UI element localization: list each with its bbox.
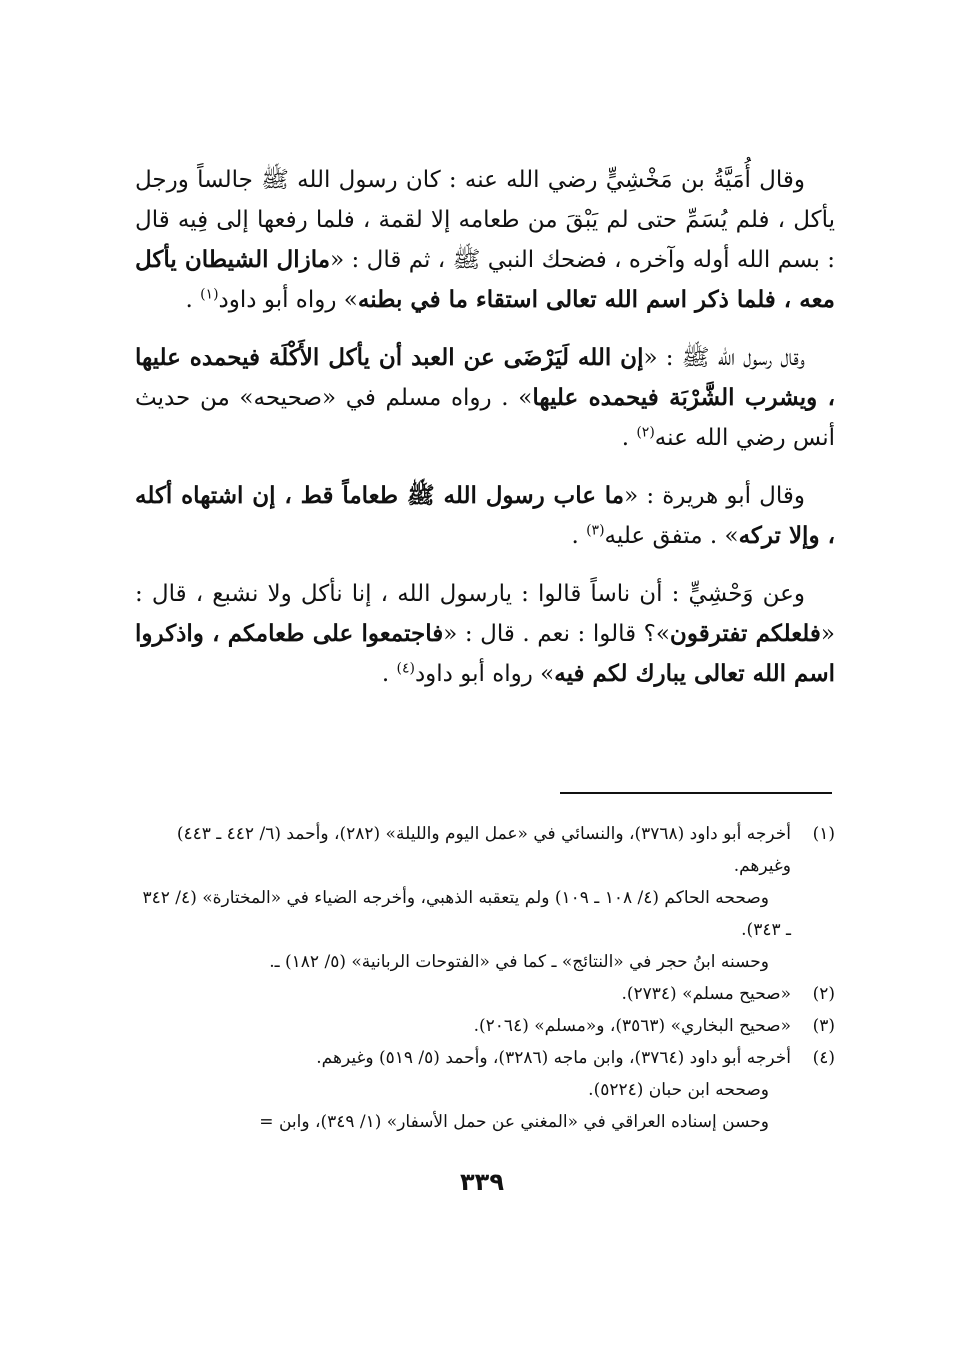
- footnote-ref: (١): [200, 286, 219, 303]
- punctuation: .: [185, 287, 201, 313]
- paragraph-4: [135, 574, 835, 694]
- footnote-text: وحسن إسناده العراقي في «المغني عن حمل الأسفار» (١/ ٣٤٩)، وابن =: [259, 1112, 769, 1132]
- plain-text: وقال رسول الله ﷺ : «: [643, 345, 805, 371]
- plain-text: وقال أبو هريرة : «: [624, 483, 805, 509]
- footnote-text: «صحيح البخاري» (٣٥٦٣)، و«مسلم» (٢٠٦٤).: [473, 1016, 791, 1036]
- footnote-text: وصححه ابن حبان (٥٢٢٤).: [588, 1080, 769, 1100]
- footnote-ref: (٣): [586, 522, 605, 539]
- footnote-1: [135, 818, 835, 882]
- footnote-number: (٤): [812, 1048, 835, 1068]
- plain-text: » . رواه مسلم في «صحيحه» من حديث أنس رضي الله عنه: [135, 385, 835, 451]
- footnote-1-line-3: [135, 946, 835, 978]
- hadith-text: فلعلكم تفترقون: [669, 620, 821, 647]
- plain-text: » . متفق عليه: [604, 523, 739, 549]
- footnote-text: وحسنه ابنُ حجر في «النتائج» ـ كما في «الفتوحات الربانية» (٥/ ١٨٢) ـ.: [269, 952, 769, 972]
- footnote-3: [135, 1010, 835, 1042]
- plain-text: وقال أُمَيَّةُ بن مَخْشِيٍّ رضي الله عنه : كان رسول الله ﷺ جالساً ورجل يأكل ، فلم يُسَمِّ حتى لم يَبْقَ من طعامه إلا لقمة ، فلما رفعها إلى فِيه قال : بسم الله أوله وآخره ، فضحك النبي ﷺ ، ثم قال : «: [135, 167, 835, 273]
- hadith-text: مازال الشيطان يأكل معه ، فلما ذكر اسم الله تعالى استقاء ما في بطنه: [135, 246, 835, 313]
- hadith-text: إن الله لَيَرْضَى عن العبد أن يأكل الأَكْلَة فيحمده عليها ، ويشرب الشَّرْبَة فيحمده عليها: [135, 344, 835, 411]
- plain-text: » رواه أبو داود: [218, 287, 358, 313]
- footnote-4-line-3: [135, 1106, 835, 1138]
- footnote-ref: (٤): [396, 660, 415, 677]
- paragraph-1: [135, 160, 835, 320]
- footnote-number: (٢): [812, 984, 835, 1004]
- paragraph-3: [135, 476, 835, 556]
- footnote-2: [135, 978, 835, 1010]
- footnote-text: أخرجه أبو داود (٣٧٦٨)، والنسائي في «عمل اليوم والليلة» (٢٨٢)، وأحمد (٦/ ٤٤٢ ـ ٤٤٣) وغيرهم.: [176, 824, 791, 876]
- page-number: ٣٣٩: [460, 1168, 504, 1196]
- plain-text: » رواه أبو داود: [414, 661, 555, 687]
- footnote-number: (١): [812, 824, 835, 844]
- plain-text: »؟ قالوا : نعم . قال : «: [443, 621, 670, 647]
- footnote-1-line-2: [135, 882, 835, 946]
- footnote-text: أخرجه أبو داود (٣٧٦٤)، وابن ماجه (٣٢٨٦)، وأحمد (٥/ ٥١٩) وغيرهم.: [316, 1048, 791, 1068]
- footnote-4: [135, 1042, 835, 1074]
- hadith-text: فاجتمعوا على طعامكم ، واذكروا اسم الله تعالى يبارك لكم فيه: [135, 620, 835, 687]
- punctuation: .: [381, 661, 397, 687]
- footnote-number: (٣): [812, 1016, 835, 1036]
- paragraph-2: [135, 338, 835, 458]
- footnote-text: «صحيح مسلم» (٢٧٣٤).: [621, 984, 791, 1004]
- plain-text: وعن وَحْشِيٍّ : أن ناساً قالوا : يارسول الله ، إنا نأكل ولا نشبع ، قال : «: [135, 581, 835, 647]
- main-text: [135, 160, 835, 712]
- footnotes: [135, 818, 835, 1138]
- footnote-divider: [560, 792, 832, 794]
- punctuation: .: [571, 523, 587, 549]
- footnote-4-line-2: [135, 1074, 835, 1106]
- punctuation: .: [621, 425, 637, 451]
- hadith-text: ما عاب رسول الله ﷺ طعاماً قط ، إن اشتهاه أكله ، وإلا تركه: [135, 482, 835, 549]
- footnote-text: وصححه الحاكم (٤/ ١٠٨ ـ ١٠٩) ولم يتعقبه الذهبي، وأخرجه الضياء في «المختارة» (٤/ ٣٤٢ ـ ٣٤٣).: [142, 888, 791, 940]
- footnote-ref: (٢): [636, 424, 655, 441]
